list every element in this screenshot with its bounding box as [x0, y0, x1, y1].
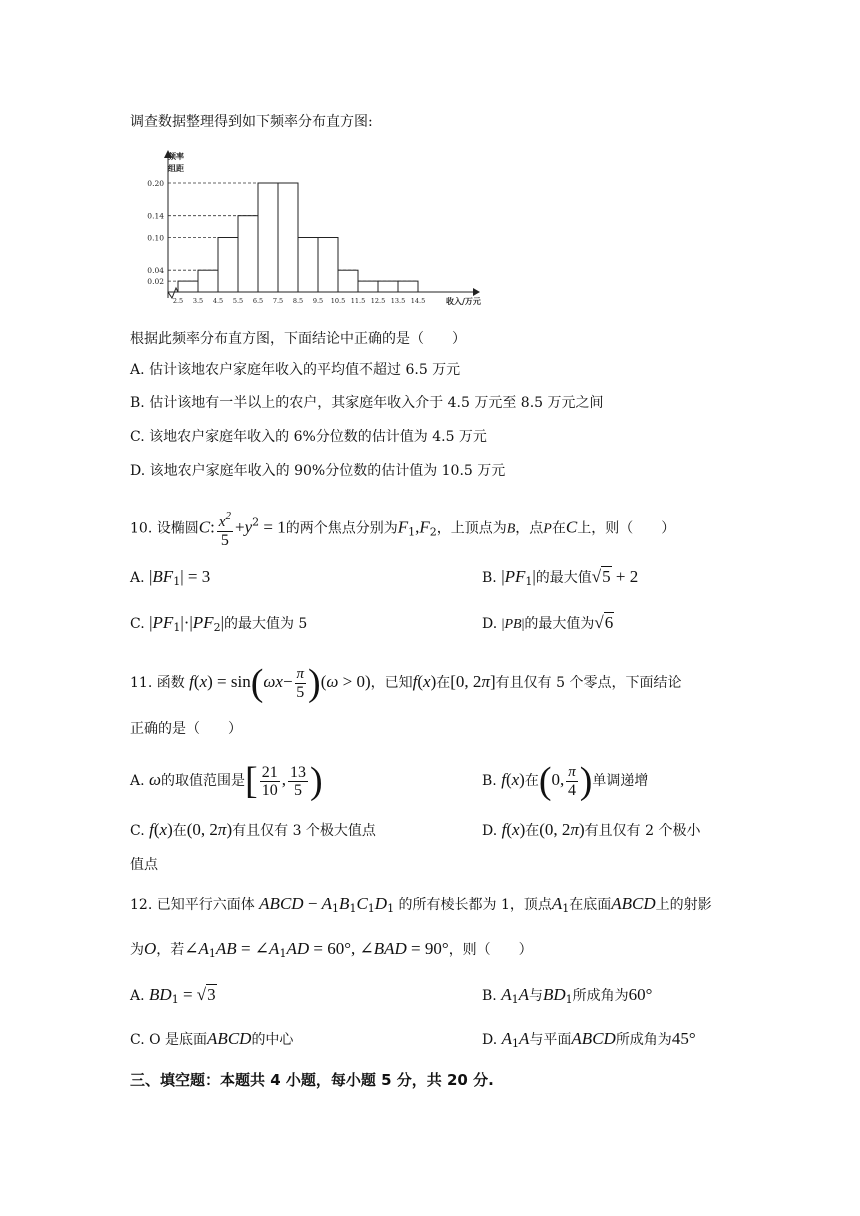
histogram-bar	[378, 281, 398, 292]
q10-option-b: B. $|PF_1|$的最大值√5 + 2	[482, 567, 639, 588]
q9-option-a: A. 估计该地农户家庭年收入的平均值不超过 6.5 万元	[130, 362, 461, 378]
histogram-bar	[198, 270, 218, 292]
q11-stem: 11. 函数 f(x) = sin(ωx− $\frac{\pi}{5}$ )(ω > 0)，已知f(x)在[0, 2π]有且仅有 5 个零点，下面结论	[130, 662, 682, 704]
y-tick-label: 0.10	[147, 233, 164, 243]
q11-line2: 正确的是（ ）	[130, 721, 242, 737]
x-axis-arrow	[473, 288, 480, 296]
q11-option-b: B. f(x)在(0, $\frac{\pi}{4}$ )单调递增	[482, 760, 649, 802]
q10-option-d: D. |PB|的最大值为√6	[482, 613, 614, 632]
q10-option-a: A. $|BF_1| = 3$	[130, 567, 211, 588]
y-axis-label-top: 频率	[168, 151, 184, 161]
x-tick-label: 5.5	[232, 297, 244, 305]
q9-option-c: C. 该地农户家庭年收入的 6%分位数的估计值为 4.5 万元	[130, 429, 487, 445]
q11-option-d-continued: 值点	[130, 857, 158, 873]
q12-option-c: C. O 是底面ABCD的中心	[130, 1029, 294, 1048]
q10-stem: 10. 设椭圆C: $\frac{x^2}{5}$ $+y^2 = 1$的两个焦点分别为$F_1,F_2$，上顶点为B，点P在C上，则（ ）	[130, 510, 676, 549]
y-tick-label: 0.20	[147, 179, 164, 188]
q12-option-b: B. $A_1A$与$BD_1$所成角为60°	[482, 985, 653, 1006]
x-tick-label: 13.5	[390, 297, 406, 305]
x-tick-label: 12.5	[370, 297, 386, 305]
frequency-histogram	[128, 142, 508, 310]
x-tick-label: 8.5	[292, 297, 304, 305]
q9-stem: 根据此频率分布直方图，下面结论中正确的是（ ）	[130, 331, 466, 347]
y-tick-label: 0.04	[147, 266, 164, 276]
x-tick-label: 14.5	[410, 297, 426, 305]
q10-option-c: C. $|PF_1|\cdot|PF_2|$的最大值为 5	[130, 613, 308, 634]
histogram-bar	[178, 281, 198, 292]
q9-option-d: D. 该地农户家庭年收入的 90%分位数的估计值为 10.5 万元	[130, 463, 506, 479]
y-tick-label: 0.14	[147, 211, 164, 221]
q12-option-a: A. $BD_1 = √3$	[130, 985, 216, 1006]
x-tick-label: 2.5	[172, 297, 184, 305]
q11-option-a: A. ω的取值范围是[ $\frac{21}{10}$ , $\frac{13}{5}$ )	[130, 760, 323, 802]
histogram-bar	[298, 238, 318, 293]
x-tick-label: 6.5	[252, 297, 264, 305]
histogram-bar	[318, 238, 338, 293]
histogram-bar	[258, 183, 278, 292]
x-tick-label: 3.5	[192, 297, 204, 305]
histogram-bar	[398, 281, 418, 292]
y-tick-label: 0.02	[147, 277, 164, 287]
section-3-heading: 三、填空题：本题共 4 小题，每小题 5 分，共 20 分.	[130, 1071, 494, 1089]
q12-line2: 为O，若$\angle A_1AB$ = $\angle A_1AD = 60^\circ$, ∠BAD = 90°，则（ ）	[130, 939, 533, 960]
x-tick-label: 7.5	[272, 297, 284, 305]
y-axis-label-bottom: 组距	[168, 163, 184, 173]
q11-option-c: C. f(x)在(0, 2π)有且仅有 3 个极大值点	[130, 820, 376, 839]
x-tick-label: 4.5	[212, 297, 224, 305]
histogram-bar	[218, 238, 238, 293]
histogram-bar	[278, 183, 298, 292]
histogram-bar	[358, 281, 378, 292]
histogram-bar	[238, 216, 258, 292]
intro-text: 调查数据整理得到如下频率分布直方图:	[130, 114, 373, 130]
q11-option-d: D. f(x)在(0, 2π)有且仅有 2 个极小	[482, 820, 701, 839]
x-tick-label: 10.5	[330, 297, 346, 305]
q12-stem: 12. 已知平行六面体 ABCD − $A_1B_1C_1D_1$ 的所有棱长都为 1，顶点$A_1$在底面ABCD上的射影	[130, 894, 712, 915]
x-axis-label: 收入/万元	[446, 296, 481, 306]
x-tick-label: 9.5	[312, 297, 324, 305]
q12-option-d: D. $A_1A$与平面ABCD所成角为45°	[482, 1029, 696, 1050]
x-tick-label: 11.5	[350, 297, 366, 305]
q9-option-b: B. 估计该地有一半以上的农户，其家庭年收入介于 4.5 万元至 8.5 万元之间	[130, 395, 604, 411]
histogram-bar	[338, 270, 358, 292]
